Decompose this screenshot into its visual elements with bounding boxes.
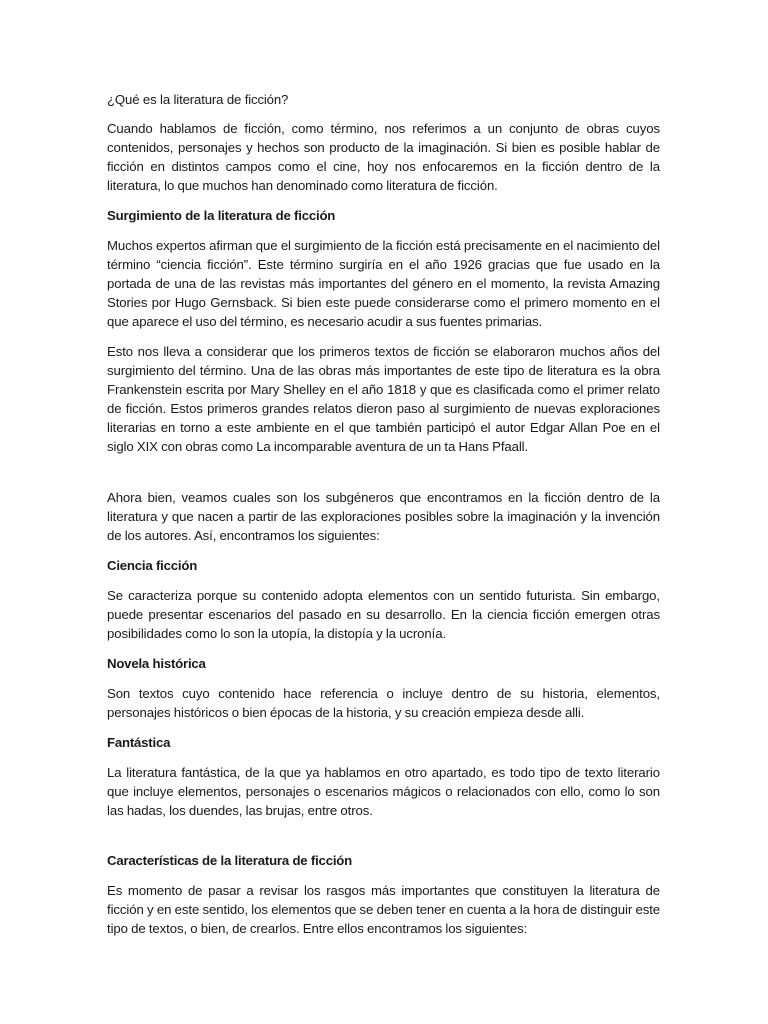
section-heading-characteristics: Características de la literatura de ficción: [107, 853, 353, 868]
subgenre-heading-science-fiction: Ciencia ficción: [107, 558, 198, 573]
subgenre-heading-historical-novel: Novela histórica: [107, 656, 206, 671]
subgenre-text-fantasy: La literatura fantástica, de la que ya hablamos en otro apartado, es todo tipo de texto literario que incluye elementos, personajes o escenarios mágicos o relacionados con ello, como lo son las hadas, los duendes, las brujas, entre otros.: [107, 765, 660, 818]
subgenres-intro-paragraph: Ahora bien, veamos cuales son los subgéneros que encontramos en la ficción dentro de la literatura y que nacen a partir de las exploraciones posibles sobre la imaginación y la invención de los autores. Así, encontramos los siguientes:: [107, 490, 660, 543]
characteristics-paragraph: Es momento de pasar a revisar los rasgos más importantes que constituyen la literatura de ficción y en este sentido, los elementos que se deben tener en cuenta a la hora de distinguir este tipo de textos, o bien, de crearlos. Entre ellos encontramos los siguientes:: [107, 883, 660, 936]
origin-paragraph-2: Esto nos lleva a considerar que los primeros textos de ficción se elaboraron muchos años del surgimiento del término. Una de las obras más importantes de este tipo de literatura es la obra Frankenstein escrita por Mary Shelley en el año 1818 y que es clasificada como el primer relato de ficción. Estos primeros grandes relatos dieron paso al surgimiento de nuevas exploraciones literarias en torno a este ambiente en el que también participó el autor Edgar Allan Poe en el siglo XIX con obras como La incomparable aventura de un ta Hans Pfaall.: [107, 344, 660, 454]
origin-paragraph-1: Muchos expertos afirman que el surgimiento de la ficción está precisamente en el nacimiento del término “ciencia ficción”. Este término surgiría en el año 1926 gracias que fue usado en la portada de una de las revistas más importantes del género en el momento, la revista Amazing Stories por Hugo Gernsback. Si bien este puede considerarse como el primero momento en el que aparece el uso del término, es necesario acudir a sus fuentes primarias.: [107, 238, 660, 329]
subgenre-text-science-fiction: Se caracteriza porque su contenido adopta elementos con un sentido futurista. Sin embargo, puede presentar escenarios del pasado en su desarrollo. En la ciencia ficción emergen otras posibilidades como lo son la utopía, la distopía y la ucronía.: [107, 588, 660, 641]
spacer: [107, 831, 660, 851]
subgenre-text-historical-novel: Son textos cuyo contenido hace referencia o incluye dentro de su historia, elementos, personajes históricos o bien épocas de la historia, y su creación empieza desde alli.: [107, 686, 660, 720]
document-page: [107, 90, 660, 949]
question-title: ¿Qué es la literatura de ficción?: [107, 92, 289, 107]
intro-paragraph: Cuando hablamos de ficción, como término, nos referimos a un conjunto de obras cuyos contenidos, personajes y hechos son producto de la imaginación. Si bien es posible hablar de ficción en distintos campos como el cine, hoy nos enfocaremos en la ficción dentro de la literatura, lo que muchos han denominado como literatura de ficción.: [107, 121, 660, 193]
spacer: [107, 467, 660, 488]
section-heading-origin: Surgimiento de la literatura de ficción: [107, 208, 336, 223]
subgenre-heading-fantasy: Fantástica: [107, 735, 171, 750]
